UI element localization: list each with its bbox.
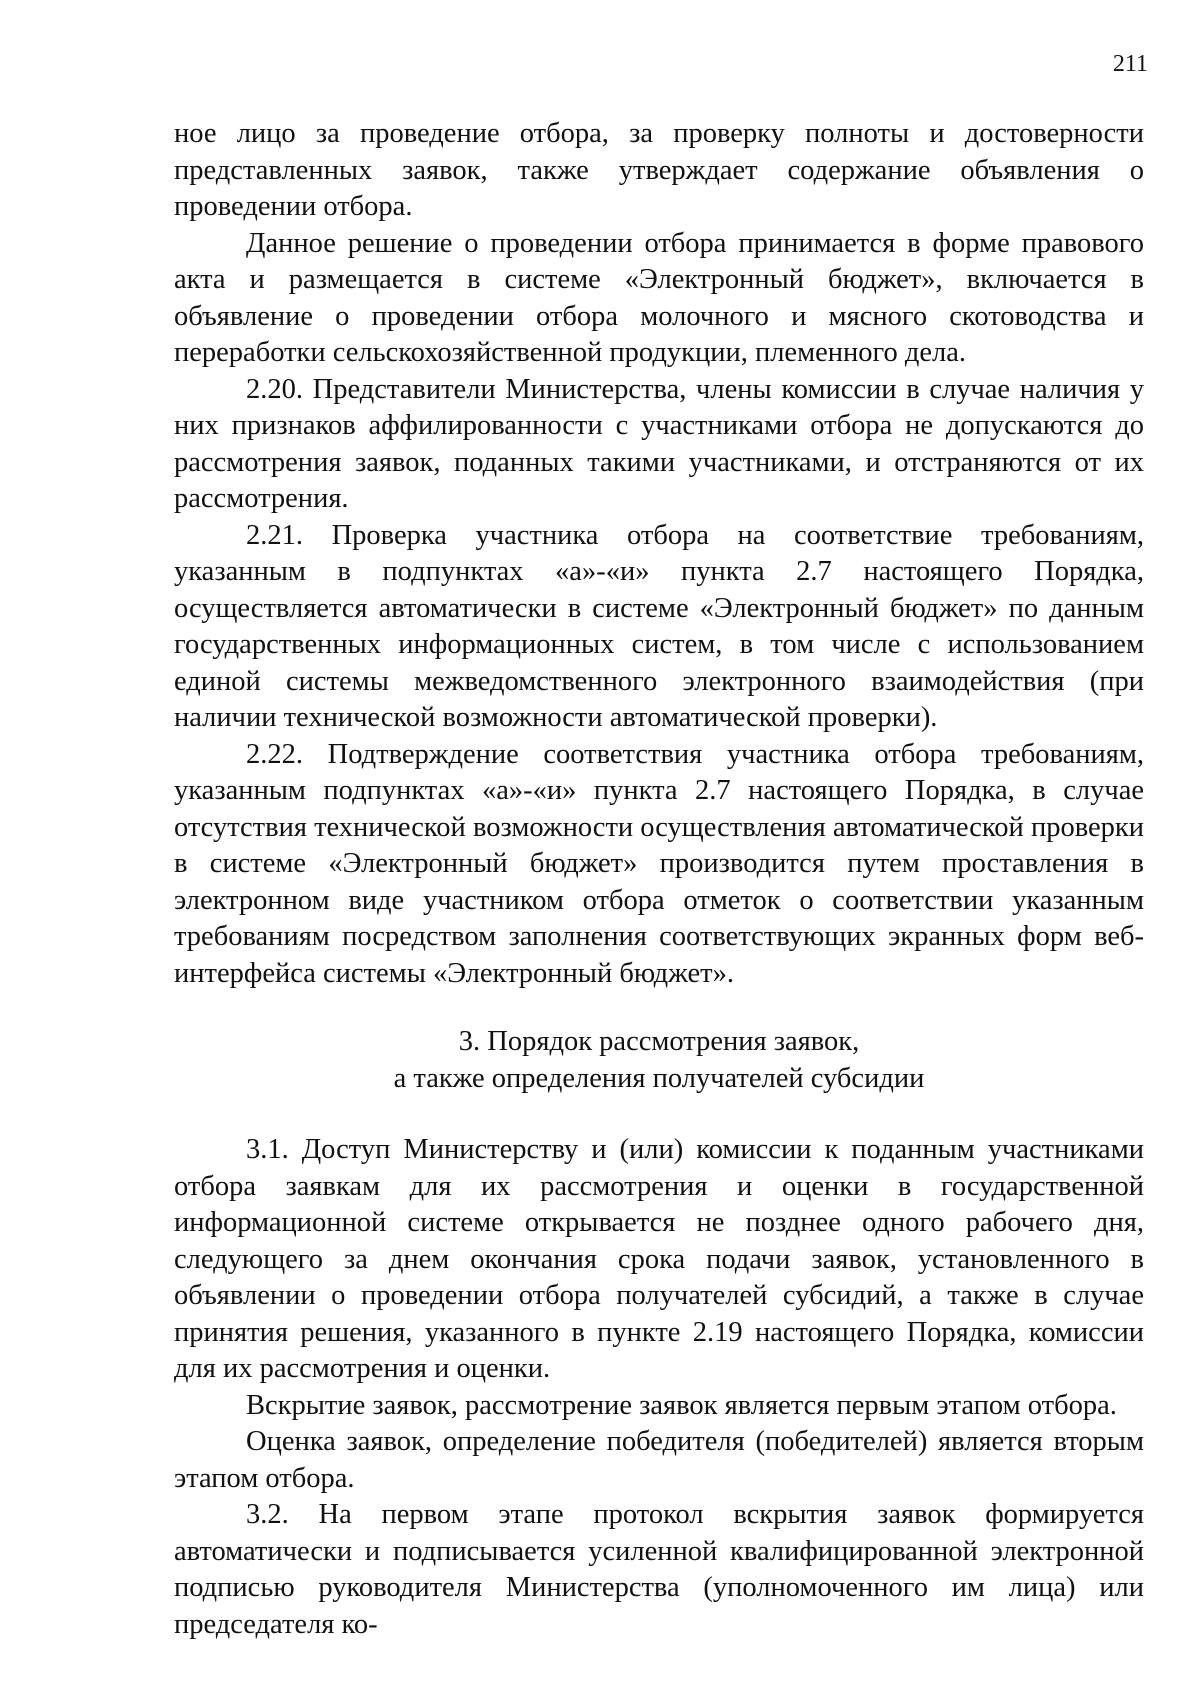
page-number: 211 xyxy=(1112,51,1148,77)
section-heading xyxy=(174,1024,1144,1097)
paragraph-3-1: 3.1. Доступ Министерству и (или) комиссии к поданным участниками отбора заявкам для их рассмотрения и оценки в государственной информационной системе открывается не позднее одного рабочего дня, следующего за днем окончания срока подачи заявок, установленного в объявлении о проведении отбора получателей субсидий, а также в случае принятия решения, указанного в пункте 2.19 настоящего Порядка, комиссии для их рассмотрения и оценки. xyxy=(174,1134,1144,1384)
paragraph: Данное решение о проведении отбора принимается в форме правового акта и размещается в системе «Электронный бюджет», включается в объявление о проведении отбора молочного и мясного скотоводства и переработки сельскохозяйственной продукции, племенного дела. xyxy=(174,227,1144,368)
document-body xyxy=(174,116,1144,1643)
paragraph-2-20: 2.20. Представители Министерства, члены комиссии в случае наличия у них признаков аффилированности с участниками отбора не допускаются до рассмотрения заявок, поданных такими участниками, и отстраняются от их рассмотрения. xyxy=(174,373,1144,514)
section-heading-line-2: а также определения получателей субсидии xyxy=(393,1062,925,1094)
paragraph: Вскрытие заявок, рассмотрение заявок является первым этапом отбора. xyxy=(246,1389,1117,1421)
section-heading-line-1: 3. Порядок рассмотрения заявок, xyxy=(458,1026,860,1057)
paragraph: Оценка заявок, определение победителя (победителей) является вторым этапом отбора. xyxy=(174,1426,1144,1494)
paragraph-2-21: 2.21. Проверка участника отбора на соответствие требованиям, указанным в подпунктах «а»-«и» пункта 2.7 настоящего Порядка, осуществляется автоматически в системе «Электронный бюджет» по данным государственных информационных систем, в том числе с использованием единой системы межведомственного электронного взаимодействия (при наличии технической возможности автоматической проверки). xyxy=(174,519,1144,733)
paragraph-continuation: ное лицо за проведение отбора, за проверку полноты и достоверности представленных заявок, также утверждает содержание объявления о проведении отбора. xyxy=(174,118,1144,222)
paragraph-3-2: 3.2. На первом этапе протокол вскрытия заявок формируется автоматически и подписывается усиленной квалифицированной электронной подписью руководителя Министерства (уполномоченного им лица) или председателя ко- xyxy=(174,1499,1144,1640)
paragraph-2-22: 2.22. Подтверждение соответствия участника отбора требованиям, указанным подпунктах «а»-«и» пункта 2.7 настоящего Порядка, в случае отсутствия технической возможности осуществления автоматической проверки в системе «Электронный бюджет» производится путем проставления в электронном виде участником отбора отметок о соответствии указанным требованиям посредством заполнения соответствующих экранных форм веб-интерфейса системы «Электронный бюджет». xyxy=(174,738,1144,989)
